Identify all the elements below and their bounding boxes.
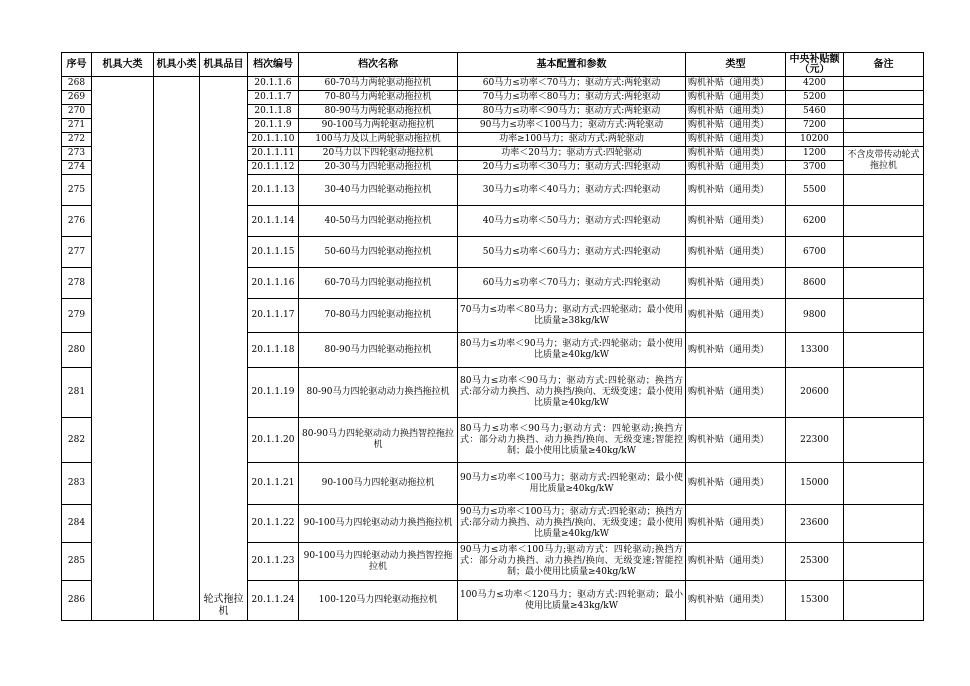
cell-major — [92, 77, 154, 621]
cell-config: 80马力≤功率＜90马力；驱动方式:四轮驱动；换挡方式:部分动力换挡、动力换挡/换向、无级变速；最小使用比质量≥40kg/kW — [458, 368, 686, 418]
cell-subsidy: 23600 — [786, 505, 844, 543]
cell-config: 40马力≤功率＜50马力；驱动方式:四轮驱动 — [458, 206, 686, 237]
cell-type: 购机补贴（通用类） — [686, 77, 786, 91]
cell-name: 80-90马力四轮驱动动力换挡智控拖拉机 — [299, 418, 458, 463]
cell-name: 30-40马力四轮驱动拖拉机 — [299, 175, 458, 206]
cell-subsidy: 13300 — [786, 333, 844, 368]
cell-name: 90-100马力四轮驱动动力换挡智控拖拉机 — [299, 543, 458, 581]
cell-type: 购机补贴（通用类） — [686, 543, 786, 581]
cell-code: 20.1.1.23 — [248, 543, 299, 581]
header-major: 机具大类 — [92, 53, 154, 77]
cell-code: 20.1.1.16 — [248, 268, 299, 299]
cell-type: 购机补贴（通用类） — [686, 581, 786, 621]
cell-seq: 270 — [62, 105, 92, 119]
cell-name: 50-60马力四轮驱动拖拉机 — [299, 237, 458, 268]
header-item: 机具品目 — [200, 53, 248, 77]
cell-name: 20马力以下四轮驱动拖拉机 — [299, 147, 458, 161]
cell-subsidy: 7200 — [786, 119, 844, 133]
cell-subsidy: 4200 — [786, 77, 844, 91]
cell-code: 20.1.1.6 — [248, 77, 299, 91]
cell-type: 购机补贴（通用类） — [686, 299, 786, 333]
header-minor: 机具小类 — [154, 53, 200, 77]
cell-subsidy: 5500 — [786, 175, 844, 206]
cell-config: 90马力≤功率＜100马力；驱动方式:四轮驱动；最小使用比质量≥40kg/kW — [458, 463, 686, 505]
cell-seq: 282 — [62, 418, 92, 463]
header-config: 基本配置和参数 — [458, 53, 686, 77]
cell-seq: 286 — [62, 581, 92, 621]
cell-subsidy: 6200 — [786, 206, 844, 237]
cell-seq: 277 — [62, 237, 92, 268]
cell-note — [844, 543, 924, 581]
cell-type: 购机补贴（通用类） — [686, 175, 786, 206]
cell-note: 不含皮带传动轮式拖拉机 — [844, 147, 924, 175]
cell-note — [844, 299, 924, 333]
cell-seq: 274 — [62, 161, 92, 175]
header-name: 档次名称 — [299, 53, 458, 77]
cell-code: 20.1.1.15 — [248, 237, 299, 268]
cell-subsidy: 20600 — [786, 368, 844, 418]
cell-code: 20.1.1.14 — [248, 206, 299, 237]
cell-note — [844, 119, 924, 133]
cell-minor — [154, 77, 200, 621]
cell-seq: 279 — [62, 299, 92, 333]
cell-seq: 283 — [62, 463, 92, 505]
cell-config: 20马力≤功率＜30马力；驱动方式:四轮驱动 — [458, 161, 686, 175]
cell-config: 功率≥100马力；驱动方式:两轮驱动 — [458, 133, 686, 147]
cell-code: 20.1.1.24 — [248, 581, 299, 621]
cell-name: 20-30马力四轮驱动拖拉机 — [299, 161, 458, 175]
cell-code: 20.1.1.19 — [248, 368, 299, 418]
cell-type: 购机补贴（通用类） — [686, 91, 786, 105]
cell-note — [844, 133, 924, 147]
cell-config: 功率＜20马力；驱动方式:四轮驱动 — [458, 147, 686, 161]
cell-subsidy: 8600 — [786, 268, 844, 299]
cell-seq: 272 — [62, 133, 92, 147]
cell-seq: 269 — [62, 91, 92, 105]
cell-seq: 284 — [62, 505, 92, 543]
cell-subsidy: 15000 — [786, 463, 844, 505]
cell-subsidy: 10200 — [786, 133, 844, 147]
cell-note — [844, 237, 924, 268]
header-subsidy: 中央补贴额（元） — [786, 53, 844, 77]
cell-note — [844, 105, 924, 119]
cell-name: 60-70马力两轮驱动拖拉机 — [299, 77, 458, 91]
cell-config: 70马力≤功率＜80马力；驱动方式:四轮驱动；最小使用比质量≥38kg/kW — [458, 299, 686, 333]
cell-note — [844, 505, 924, 543]
cell-config: 90马力≤功率＜100马力；驱动方式:两轮驱动 — [458, 119, 686, 133]
header-note: 备注 — [844, 53, 924, 77]
cell-config: 100马力≤功率＜120马力；驱动方式:四轮驱动；最小使用比质量≥43kg/kW — [458, 581, 686, 621]
cell-subsidy: 1200 — [786, 147, 844, 161]
cell-type: 购机补贴（通用类） — [686, 147, 786, 161]
header-code: 档次编号 — [248, 53, 299, 77]
header-type: 类型 — [686, 53, 786, 77]
cell-note — [844, 333, 924, 368]
cell-config: 90马力≤功率＜100马力;驱动方式：四轮驱动;换挡方式：部分动力换挡、动力换挡/换向、无级变速;智能控制；最小使用比质量≥40kg/kW — [458, 543, 686, 581]
cell-name: 100-120马力四轮驱动拖拉机 — [299, 581, 458, 621]
cell-name: 80-90马力四轮驱动动力换挡拖拉机 — [299, 368, 458, 418]
cell-note — [844, 463, 924, 505]
cell-type: 购机补贴（通用类） — [686, 368, 786, 418]
cell-name: 70-80马力两轮驱动拖拉机 — [299, 91, 458, 105]
cell-name: 60-70马力四轮驱动拖拉机 — [299, 268, 458, 299]
cell-note — [844, 77, 924, 91]
cell-code: 20.1.1.21 — [248, 463, 299, 505]
cell-code: 20.1.1.10 — [248, 133, 299, 147]
cell-code: 20.1.1.18 — [248, 333, 299, 368]
cell-code: 20.1.1.8 — [248, 105, 299, 119]
cell-config: 90马力≤功率＜100马力；驱动方式:四轮驱动；换挡方式:部分动力换挡、动力换挡/换向、无级变速；最小使用比质量≥40kg/kW — [458, 505, 686, 543]
header-row — [62, 53, 924, 77]
cell-subsidy: 9800 — [786, 299, 844, 333]
cell-type: 购机补贴（通用类） — [686, 418, 786, 463]
cell-type: 购机补贴（通用类） — [686, 105, 786, 119]
cell-subsidy: 6700 — [786, 237, 844, 268]
cell-name: 90-100马力两轮驱动拖拉机 — [299, 119, 458, 133]
cell-config: 60马力≤功率＜70马力；驱动方式:两轮驱动 — [458, 77, 686, 91]
cell-code: 20.1.1.20 — [248, 418, 299, 463]
cell-seq: 281 — [62, 368, 92, 418]
table-row — [62, 77, 924, 91]
cell-note — [844, 175, 924, 206]
cell-code: 20.1.1.17 — [248, 299, 299, 333]
cell-type: 购机补贴（通用类） — [686, 237, 786, 268]
cell-seq: 280 — [62, 333, 92, 368]
cell-seq: 285 — [62, 543, 92, 581]
cell-type: 购机补贴（通用类） — [686, 119, 786, 133]
cell-note — [844, 206, 924, 237]
cell-config: 70马力≤功率＜80马力；驱动方式:两轮驱动 — [458, 91, 686, 105]
subsidy-table — [61, 52, 924, 621]
cell-type: 购机补贴（通用类） — [686, 161, 786, 175]
cell-name: 100马力及以上两轮驱动拖拉机 — [299, 133, 458, 147]
cell-type: 购机补贴（通用类） — [686, 505, 786, 543]
cell-type: 购机补贴（通用类） — [686, 333, 786, 368]
cell-name: 40-50马力四轮驱动拖拉机 — [299, 206, 458, 237]
cell-subsidy: 25300 — [786, 543, 844, 581]
cell-subsidy: 22300 — [786, 418, 844, 463]
cell-subsidy: 3700 — [786, 161, 844, 175]
cell-note — [844, 268, 924, 299]
cell-subsidy: 15300 — [786, 581, 844, 621]
cell-subsidy: 5460 — [786, 105, 844, 119]
cell-item-category: 轮式拖拉机 — [200, 77, 248, 621]
cell-code: 20.1.1.9 — [248, 119, 299, 133]
cell-name: 80-90马力四轮驱动拖拉机 — [299, 333, 458, 368]
cell-type: 购机补贴（通用类） — [686, 463, 786, 505]
header-seq: 序号 — [62, 53, 92, 77]
cell-name: 80-90马力两轮驱动拖拉机 — [299, 105, 458, 119]
cell-code: 20.1.1.13 — [248, 175, 299, 206]
cell-note — [844, 418, 924, 463]
cell-seq: 271 — [62, 119, 92, 133]
cell-config: 60马力≤功率＜70马力；驱动方式:四轮驱动 — [458, 268, 686, 299]
cell-code: 20.1.1.22 — [248, 505, 299, 543]
cell-seq: 275 — [62, 175, 92, 206]
cell-name: 70-80马力四轮驱动拖拉机 — [299, 299, 458, 333]
cell-config: 80马力≤功率＜90马力；驱动方式:四轮驱动；最小使用比质量≥40kg/kW — [458, 333, 686, 368]
cell-type: 购机补贴（通用类） — [686, 268, 786, 299]
cell-note — [844, 91, 924, 105]
cell-config: 50马力≤功率＜60马力；驱动方式:四轮驱动 — [458, 237, 686, 268]
cell-note — [844, 368, 924, 418]
cell-config: 30马力≤功率＜40马力；驱动方式:四轮驱动 — [458, 175, 686, 206]
cell-seq: 278 — [62, 268, 92, 299]
cell-code: 20.1.1.12 — [248, 161, 299, 175]
cell-code: 20.1.1.7 — [248, 91, 299, 105]
cell-config: 80马力≤功率＜90马力;驱动方式：四轮驱动;换挡方式：部分动力换挡、动力换挡/换向、无级变速;智能控制；最小使用比质量≥40kg/kW — [458, 418, 686, 463]
cell-name: 90-100马力四轮驱动动力换挡拖拉机 — [299, 505, 458, 543]
cell-note — [844, 581, 924, 621]
cell-type: 购机补贴（通用类） — [686, 133, 786, 147]
cell-config: 80马力≤功率＜90马力；驱动方式:两轮驱动 — [458, 105, 686, 119]
cell-type: 购机补贴（通用类） — [686, 206, 786, 237]
cell-seq: 273 — [62, 147, 92, 161]
cell-name: 90-100马力四轮驱动拖拉机 — [299, 463, 458, 505]
cell-code: 20.1.1.11 — [248, 147, 299, 161]
cell-seq: 276 — [62, 206, 92, 237]
cell-subsidy: 5200 — [786, 91, 844, 105]
cell-seq: 268 — [62, 77, 92, 91]
